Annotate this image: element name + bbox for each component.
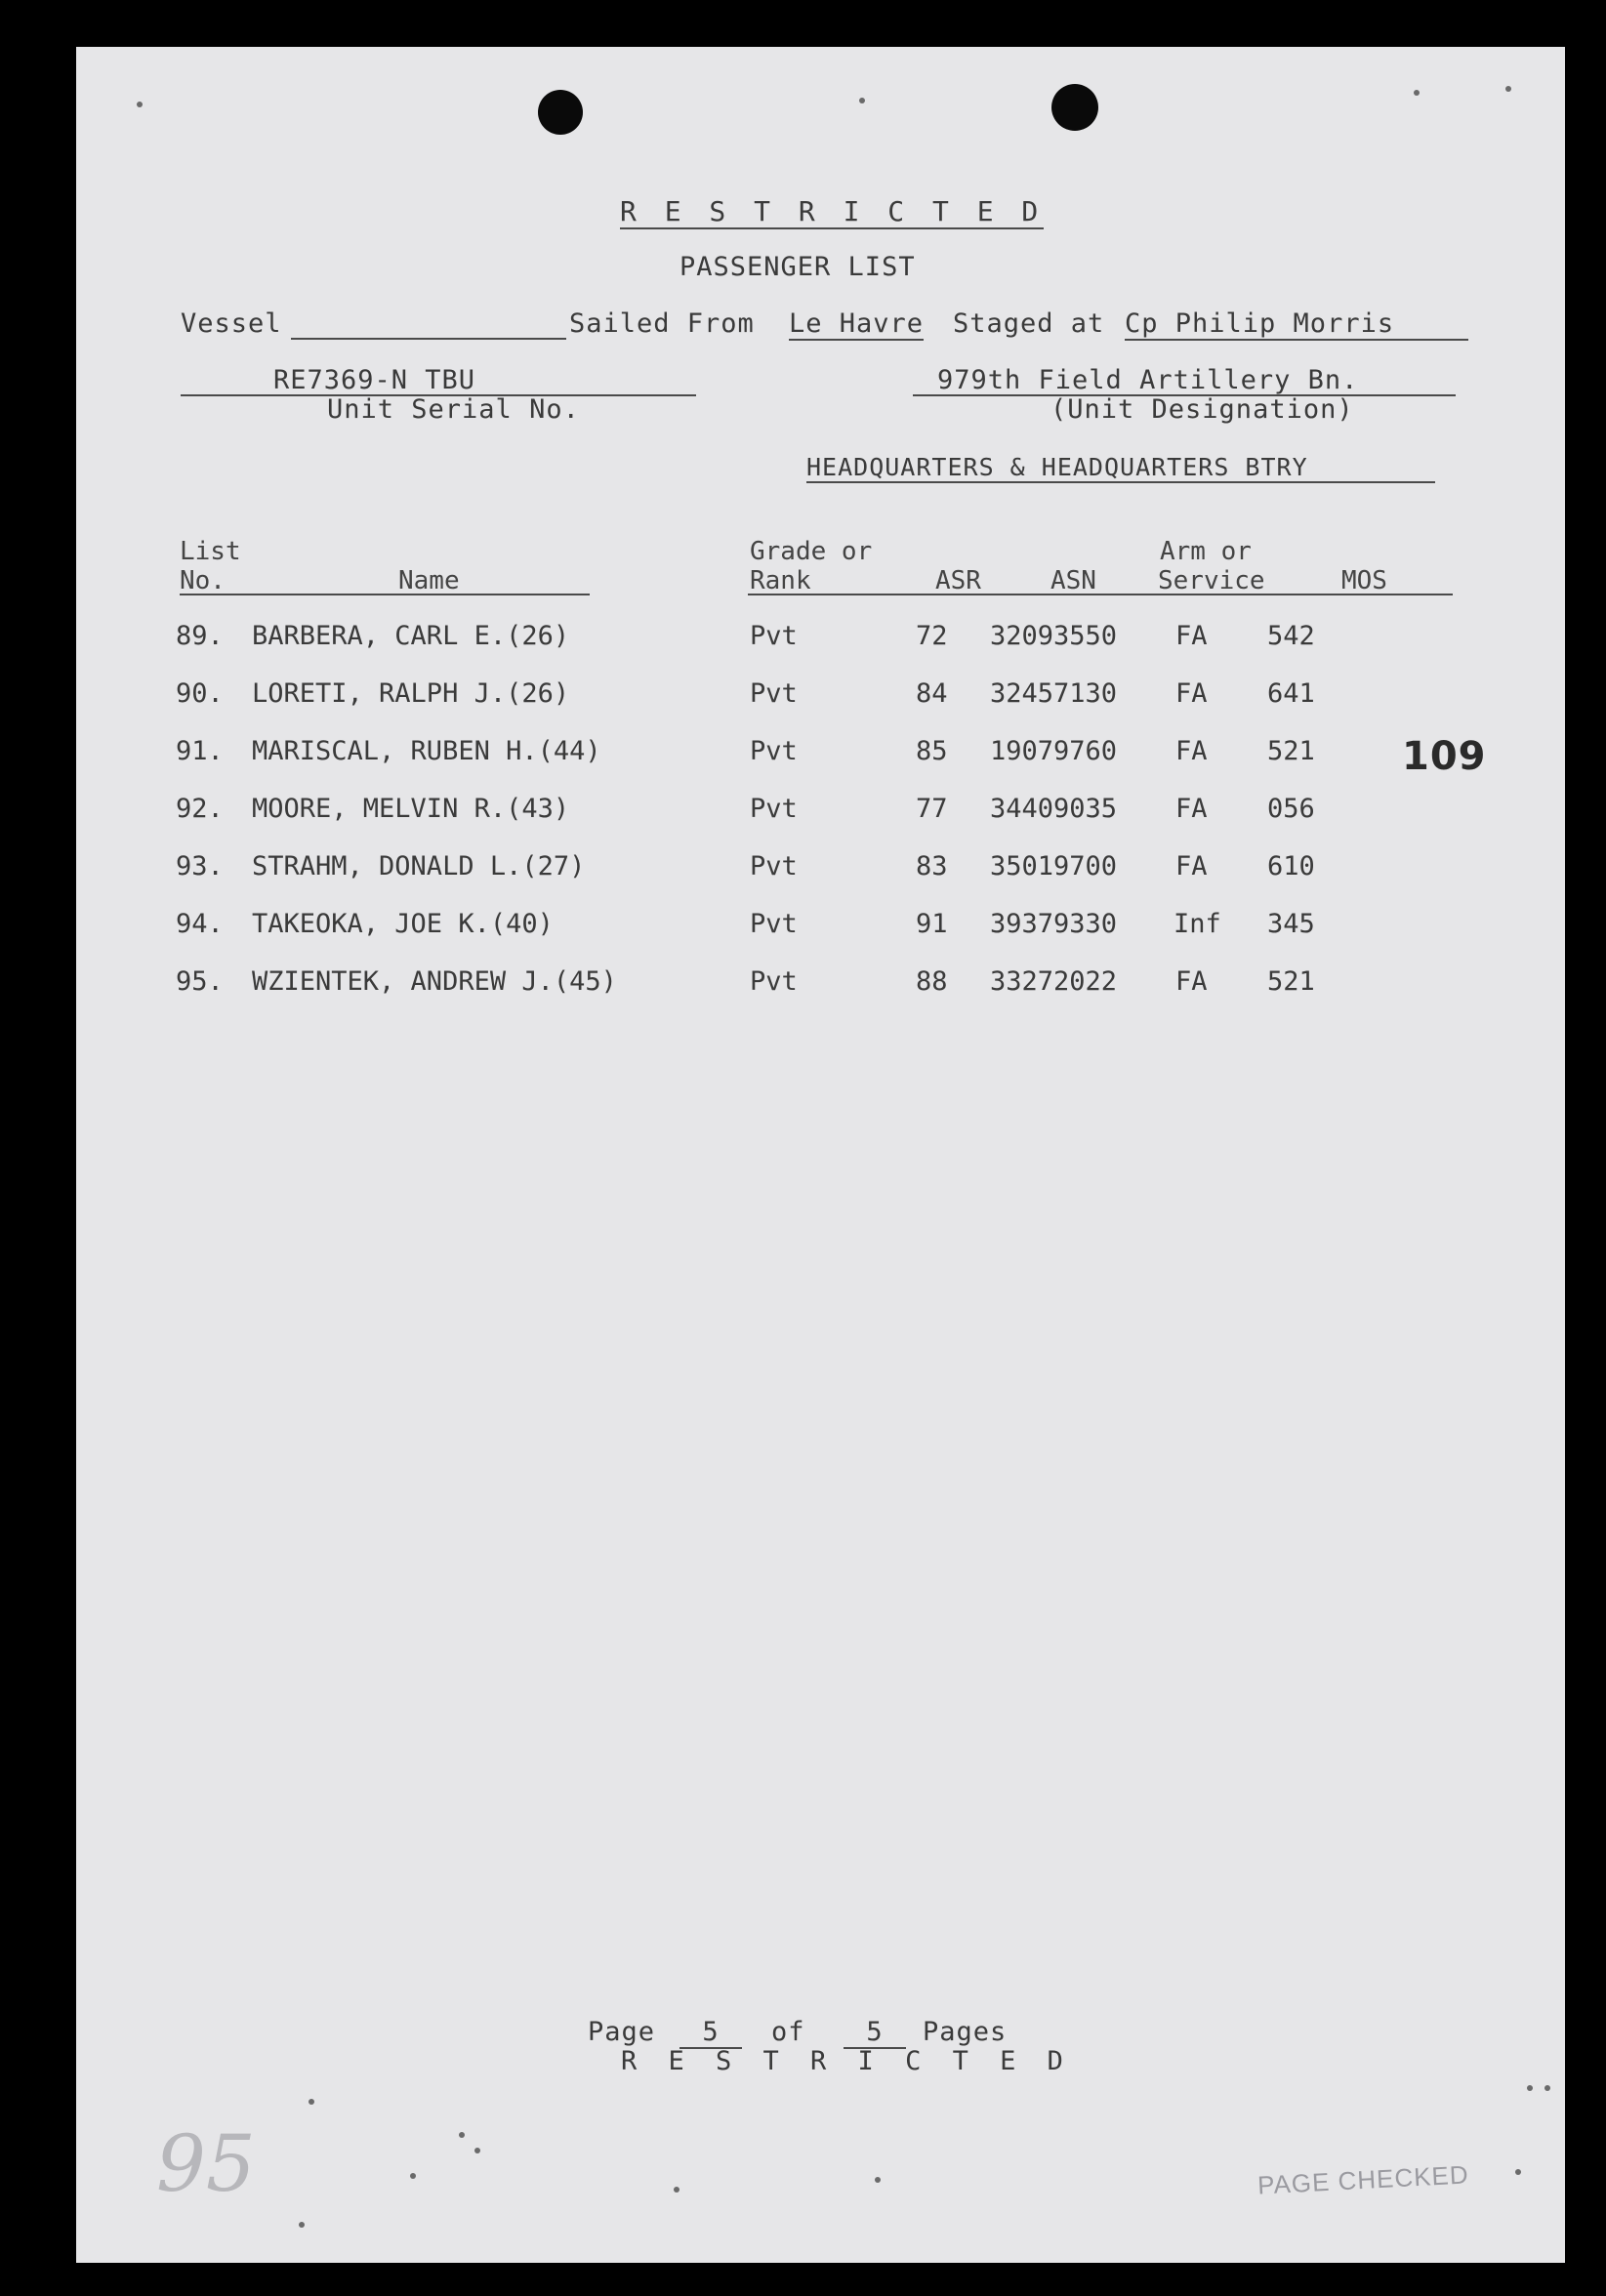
row-mos: 345: [1267, 909, 1315, 939]
row-asn: 33272022: [990, 966, 1118, 997]
footer-page-total: 5: [844, 2017, 906, 2049]
row-arm: FA: [1175, 736, 1208, 766]
row-list-no: 91.: [176, 736, 224, 766]
row-asn: 32093550: [990, 621, 1118, 651]
row-asr: 88: [916, 966, 948, 997]
footer-restricted: R E S T R I C T E D: [621, 2046, 1071, 2076]
speck: [1505, 86, 1511, 92]
unit-designation-label: (Unit Designation): [1050, 394, 1354, 425]
stamped-number: 109: [1402, 734, 1487, 779]
sailed-from-value: Le Havre: [789, 308, 925, 339]
row-mos: 542: [1267, 621, 1315, 651]
row-name: STRAHM, DONALD L.(27): [252, 851, 586, 882]
unit-serial-label: Unit Serial No.: [327, 394, 580, 425]
footer-pages-label: Pages: [923, 2017, 1008, 2047]
speck: [859, 98, 865, 103]
speck: [474, 2148, 480, 2153]
row-name: TAKEOKA, JOE K.(40): [252, 909, 554, 939]
staged-label: Staged at: [953, 308, 1105, 339]
row-asr: 85: [916, 736, 948, 766]
page-checked-stamp: PAGE CHECKED: [1256, 2159, 1470, 2200]
row-mos: 610: [1267, 851, 1315, 882]
col-mos: MOS: [1341, 566, 1387, 595]
row-grade: Pvt: [750, 966, 798, 997]
row-list-no: 89.: [176, 621, 224, 651]
row-asn: 39379330: [990, 909, 1118, 939]
row-list-no: 94.: [176, 909, 224, 939]
row-mos: 056: [1267, 794, 1315, 824]
row-asn: 19079760: [990, 736, 1118, 766]
speck: [1527, 2085, 1533, 2091]
col-grade-2: Rank: [750, 566, 811, 595]
header-underline-right: [748, 594, 1453, 595]
row-asr: 72: [916, 621, 948, 651]
restricted-heading: R E S T R I C T E D: [620, 195, 1045, 227]
row-arm: FA: [1175, 678, 1208, 709]
col-list-no-1: List: [180, 537, 241, 566]
row-arm: FA: [1175, 621, 1208, 651]
col-asr: ASR: [935, 566, 981, 595]
row-list-no: 93.: [176, 851, 224, 882]
footer-page-label: Page: [588, 2017, 656, 2047]
footer-of-label: of: [771, 2017, 805, 2047]
row-grade: Pvt: [750, 621, 798, 651]
col-list-no-2: No.: [180, 566, 226, 595]
row-mos: 521: [1267, 966, 1315, 997]
speck: [299, 2222, 305, 2228]
row-arm: FA: [1175, 794, 1208, 824]
row-asn: 35019700: [990, 851, 1118, 882]
row-list-no: 92.: [176, 794, 224, 824]
row-asn: 34409035: [990, 794, 1118, 824]
row-grade: Pvt: [750, 851, 798, 882]
footer-page-current: 5: [679, 2017, 742, 2049]
col-name: Name: [398, 566, 460, 595]
vessel-label: Vessel: [181, 308, 282, 339]
col-arm-2: Service: [1158, 566, 1265, 595]
row-list-no: 95.: [176, 966, 224, 997]
speck: [1515, 2169, 1521, 2175]
speck: [459, 2132, 465, 2138]
row-asr: 83: [916, 851, 948, 882]
row-arm: FA: [1175, 851, 1208, 882]
row-asr: 77: [916, 794, 948, 824]
subunit-designation: HEADQUARTERS & HEADQUARTERS BTRY: [806, 453, 1435, 483]
col-arm-1: Arm or: [1160, 537, 1252, 566]
row-name: LORETI, RALPH J.(26): [252, 678, 570, 709]
col-grade-1: Grade or: [750, 537, 873, 566]
row-asr: 84: [916, 678, 948, 709]
row-mos: 641: [1267, 678, 1315, 709]
speck: [137, 102, 143, 107]
row-list-no: 90.: [176, 678, 224, 709]
row-arm: FA: [1175, 966, 1208, 997]
row-arm: Inf: [1174, 909, 1221, 939]
row-grade: Pvt: [750, 736, 798, 766]
row-asn: 32457130: [990, 678, 1118, 709]
col-asn: ASN: [1050, 566, 1096, 595]
unit-serial-value: RE7369-N TBU: [273, 365, 476, 395]
punch-hole-left: [538, 90, 583, 135]
row-name: MARISCAL, RUBEN H.(44): [252, 736, 601, 766]
sailed-from-label: Sailed From: [569, 308, 755, 339]
document-title: PASSENGER LIST: [679, 252, 916, 282]
staged-value: Cp Philip Morris: [1125, 308, 1468, 341]
handwritten-number: 95: [156, 2118, 256, 2209]
row-grade: Pvt: [750, 909, 798, 939]
row-mos: 521: [1267, 736, 1315, 766]
row-name: BARBERA, CARL E.(26): [252, 621, 570, 651]
speck: [875, 2177, 881, 2183]
row-name: WZIENTEK, ANDREW J.(45): [252, 966, 617, 997]
speck: [309, 2099, 314, 2105]
row-grade: Pvt: [750, 678, 798, 709]
row-name: MOORE, MELVIN R.(43): [252, 794, 570, 824]
speck: [674, 2187, 679, 2193]
header-underline-left: [180, 594, 590, 595]
row-asr: 91: [916, 909, 948, 939]
speck: [1544, 2085, 1550, 2091]
row-grade: Pvt: [750, 794, 798, 824]
speck: [410, 2173, 416, 2179]
vessel-blank: [291, 338, 566, 340]
unit-designation-value: 979th Field Artillery Bn.: [937, 365, 1359, 395]
punch-hole-right: [1051, 84, 1098, 131]
speck: [1414, 90, 1420, 96]
